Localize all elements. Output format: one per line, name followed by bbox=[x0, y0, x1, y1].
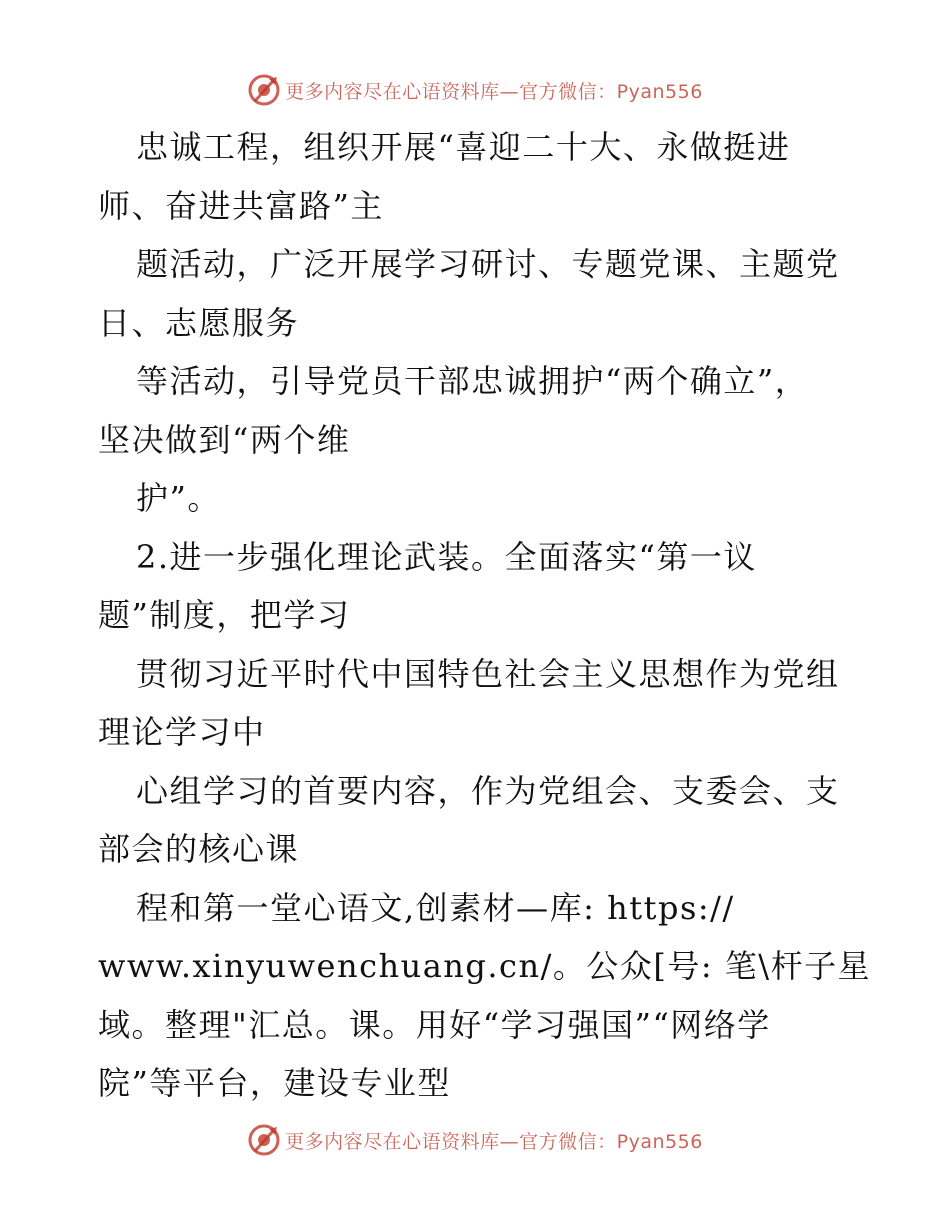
text-line: 护”。 bbox=[136, 479, 221, 517]
watermark-text: 更多内容尽在心语资料库—官方微信：Pyan556 bbox=[285, 1130, 703, 1153]
text-line: 院”等平台，建设专业型 bbox=[98, 1064, 451, 1102]
text-line: 忠诚工程，组织开展“喜迎二十大、永做挺进 bbox=[136, 128, 791, 166]
text-line: 理论学习中 bbox=[98, 713, 266, 751]
watermark-text: 更多内容尽在心语资料库—官方微信：Pyan556 bbox=[285, 80, 703, 103]
text-line: www.xinyuwenchuang.cn/。公众[号: 笔\杆子星 bbox=[98, 947, 872, 985]
text-line: 部会的核心课 bbox=[98, 830, 300, 868]
text-line: 日、志愿服务 bbox=[98, 303, 300, 342]
text-line: 题”制度，把学习 bbox=[98, 596, 351, 634]
pen-logo-icon bbox=[247, 73, 281, 107]
text-line: 程和第一堂心语文,创素材—库: https:// bbox=[136, 888, 735, 927]
text-line: 贯彻习近平时代中国特色社会主义思想作为党组 bbox=[136, 654, 840, 693]
text-line: 2.进一步强化理论武装。全面落实“第一议 bbox=[136, 537, 757, 576]
text-line: 题活动，广泛开展学习研讨、专题党课、主题党 bbox=[136, 245, 840, 283]
document-body bbox=[98, 118, 872, 1113]
text-line: 等活动，引导党员干部忠诚拥护“两个确立”， bbox=[136, 362, 809, 400]
text-line: 域。整理"汇总。课。用好“学习强国”“网络学 bbox=[98, 1005, 771, 1044]
text-line: 心组学习的首要内容，作为党组会、支委会、支 bbox=[136, 771, 840, 810]
text-line: 师、奋进共富路”主 bbox=[98, 186, 384, 225]
text-line: 坚决做到“两个维 bbox=[98, 420, 351, 459]
pen-logo-icon bbox=[247, 1123, 281, 1157]
header-watermark bbox=[0, 70, 950, 110]
footer-watermark bbox=[0, 1120, 950, 1160]
